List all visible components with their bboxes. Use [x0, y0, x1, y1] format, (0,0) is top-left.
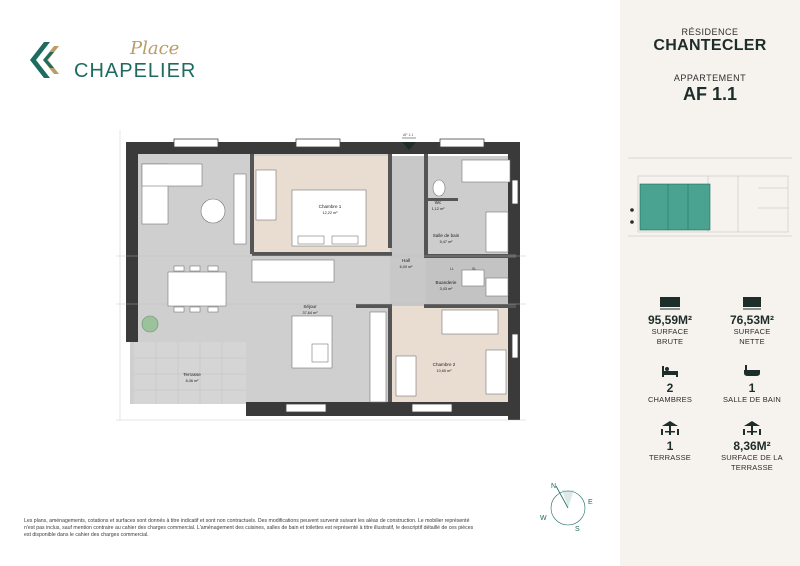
- stat-surface-brute: [630, 296, 710, 347]
- surface-nette-label-1: SURFACE: [733, 327, 771, 336]
- apartment-label: APPARTEMENT: [673, 73, 747, 83]
- compass-rose: [534, 478, 604, 538]
- terrasse-label: TERRASSE: [648, 453, 692, 462]
- terrace-icon: [659, 420, 681, 436]
- surface-terrasse-label-1: SURFACE DE LA: [721, 453, 783, 462]
- chambres-label: CHAMBRES: [647, 395, 693, 404]
- wc-area: 1,12 m²: [431, 207, 445, 211]
- sejour-name: Séjour: [303, 304, 317, 309]
- sdb-name: Salle de bain: [432, 233, 460, 238]
- hall-area: 6,00 m²: [399, 265, 413, 269]
- terrace-icon: [741, 420, 763, 436]
- stat-surface-terrasse: [712, 420, 792, 473]
- surface-brute-icon: [658, 296, 682, 310]
- compass-e: E: [588, 499, 593, 506]
- chambre1-area: 12,22 m²: [322, 211, 338, 215]
- apartment-id: AF 1.1: [682, 84, 738, 104]
- plant-icon: [142, 316, 158, 332]
- bed-icon: [660, 364, 680, 378]
- disclaimer-text: Les plans, aménagements, cotations et surfaces sont donnés à titre indicatif et sont non contractuels. Des modifications peuvent survenir suivant les aléas de construction. Le mobilier représenté n'est pas inclus, sauf mention contraire au cahier des charges commercial. L'aménagement des cuisines, salles de bain et toilettes est représenté à titre illustratif, le descriptif détaillé de ces pièces est disponible dans le cahier des charges commercial.: [24, 518, 474, 538]
- terrasse-area: 8,36 m²: [185, 379, 199, 383]
- compass-n: N: [551, 483, 557, 490]
- chambre1-name: Chambre 1: [318, 204, 342, 209]
- chambre2-area: 10,65 m²: [436, 369, 452, 373]
- surface-brute-value: 95,59M²: [647, 313, 693, 327]
- stat-salle-de-bain: [712, 364, 792, 405]
- residence-label: RÉSIDENCE: [681, 27, 739, 37]
- stat-surface-nette: [712, 296, 792, 347]
- compass-s: S: [575, 526, 580, 533]
- chevron-logo-icon: [26, 40, 66, 80]
- terrasse-value: 1: [666, 439, 674, 453]
- surface-nette-value: 76,53M²: [729, 313, 775, 327]
- hall-floor: [390, 156, 426, 306]
- brand-place-text: Place: [130, 38, 180, 59]
- buanderie-area: 3,43 m²: [439, 287, 453, 291]
- dining-table: [168, 266, 226, 312]
- sdb-area: 5,47 m²: [439, 240, 453, 244]
- stat-chambres: [630, 364, 710, 405]
- surface-nette-icon: [740, 296, 764, 310]
- wc-name: Wc: [434, 200, 442, 205]
- info-sidebar: [620, 0, 800, 566]
- salle-de-bain-value: 1: [748, 381, 756, 395]
- surface-terrasse-label-2: TERRASSE: [730, 463, 774, 472]
- surface-brute-label-1: SURFACE: [651, 327, 689, 336]
- compass-needle-icon: [562, 490, 574, 508]
- key-plan: [628, 148, 792, 248]
- appliance-sl-label: SL: [472, 267, 477, 271]
- chambre2-name: Chambre 2: [432, 362, 456, 367]
- stat-terrasse: [630, 420, 710, 463]
- floor-plan: [116, 120, 526, 430]
- surface-brute-label-2: BRUTE: [656, 337, 684, 346]
- sejour-area: 37,64 m²: [302, 311, 318, 315]
- highlighted-unit: [640, 184, 710, 230]
- chambres-value: 2: [666, 381, 674, 395]
- door-tag: AF 1.1: [403, 133, 414, 137]
- terrasse-name: Terrasse: [183, 372, 201, 377]
- surface-nette-label-2: NETTE: [739, 337, 765, 346]
- compass-w: W: [540, 515, 547, 522]
- appliance-ll-label: LL: [450, 267, 454, 271]
- salle-de-bain-label: SALLE DE BAIN: [722, 395, 782, 404]
- residence-name: CHANTECLER: [653, 37, 767, 54]
- hall-name: Hall: [402, 258, 410, 263]
- buanderie-name: Buanderie: [435, 280, 457, 285]
- bathtub-icon: [742, 364, 762, 378]
- brand-name-text: CHAPELIER: [74, 60, 197, 82]
- surface-terrasse-value: 8,36M²: [733, 439, 771, 453]
